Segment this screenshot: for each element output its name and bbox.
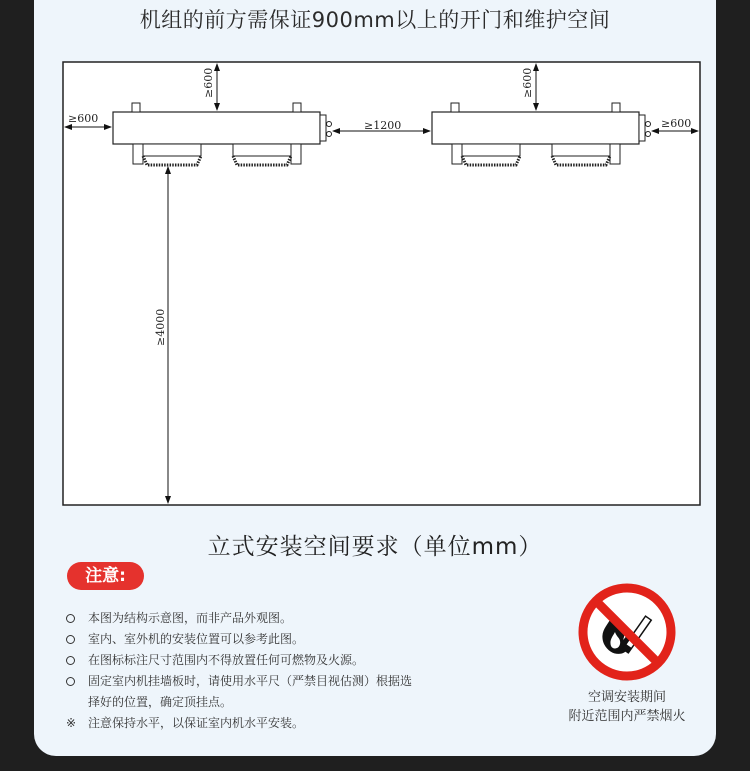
notice-list <box>66 608 496 734</box>
dim-label-top-right: ≥600 <box>521 67 534 98</box>
bullet-circle-icon <box>66 650 84 672</box>
notice-item-text: 择好的位置，确定顶挂点。 <box>88 695 233 709</box>
bullet-circle-icon <box>66 629 84 651</box>
dim-label-left-side: ≥600 <box>68 112 99 125</box>
dim-label-floor-height: ≥4000 <box>154 308 167 346</box>
dim-label-right-side: ≥600 <box>661 117 692 130</box>
notice-item <box>66 608 496 629</box>
bullet-circle-icon <box>66 671 84 693</box>
notice-item <box>66 713 496 734</box>
dim-label-top-left: ≥600 <box>202 67 215 98</box>
page-title: 机组的前方需保证900mm以上的开门和维护空间 <box>139 8 611 32</box>
notice-item-text: 室内、室外机的安装位置可以参考此图。 <box>88 632 305 646</box>
notice-item-text: 固定室内机挂墙板时，请使用水平尺（严禁目视估测）根据选 <box>88 674 413 688</box>
notice-item-text: 在图标标注尺寸范围内不得放置任何可燃物及火源。 <box>88 653 365 667</box>
fire-warning-text <box>545 688 709 726</box>
no-fire-icon <box>577 582 677 686</box>
notice-item <box>66 629 496 650</box>
notice-item-text: 注意保持水平，以保证室内机水平安装。 <box>88 716 305 730</box>
reference-mark-icon: ※ <box>66 716 77 730</box>
fire-warning-line2: 附近范围内严禁烟火 <box>568 709 686 724</box>
notice-item <box>66 650 496 671</box>
notice-item <box>66 671 496 713</box>
dim-label-between-units: ≥1200 <box>364 119 402 132</box>
diagram-caption: 立式安装空间要求（单位mm） <box>207 534 543 560</box>
bullet-circle-icon <box>66 608 84 630</box>
notice-item-text: 本图为结构示意图，而非产品外观图。 <box>88 611 293 625</box>
notice-badge: 注意: <box>67 562 144 590</box>
fire-warning-line1: 空调安装期间 <box>587 690 666 705</box>
